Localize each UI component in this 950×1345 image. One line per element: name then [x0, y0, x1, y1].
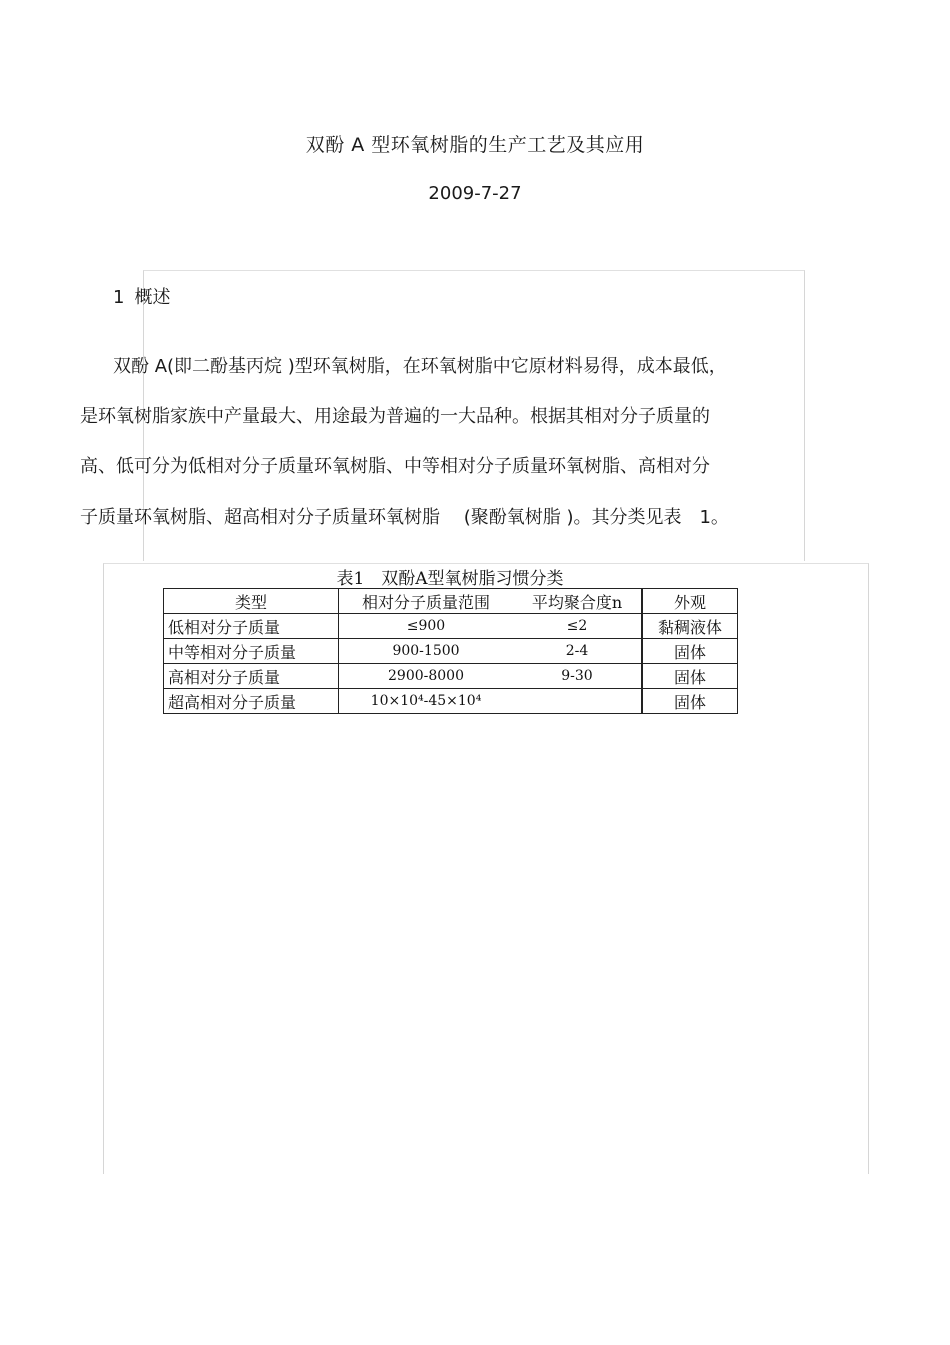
header-appearance: 外观 — [642, 589, 738, 614]
header-polymerization-degree: 平均聚合度n — [513, 589, 642, 614]
cell-mass-range: 2900-8000 — [339, 664, 514, 689]
cell-polymerization-degree: 2-4 — [513, 639, 642, 664]
section-number: 1 — [113, 287, 125, 308]
header-mass-range: 相对分子质量范围 — [339, 589, 514, 614]
table-caption: 表1 双酚A型氧树脂习惯分类 — [336, 569, 564, 589]
cell-type: 高相对分子质量 — [164, 664, 339, 689]
cell-mass-range: 10×10⁴-45×10⁴ — [339, 689, 514, 714]
paragraph-line: 是环氧树脂家族中产量最大、用途最为普遍的一大品种。根据其相对分子质量的 — [80, 406, 710, 427]
table-row — [164, 639, 738, 664]
document-date: 2009-7-27 — [428, 183, 522, 204]
table-header-row — [164, 589, 738, 614]
table-row — [164, 689, 738, 714]
cell-appearance: 黏稠液体 — [642, 614, 738, 639]
classification-table — [163, 588, 738, 714]
cell-type: 中等相对分子质量 — [164, 639, 339, 664]
cell-appearance: 固体 — [642, 689, 738, 714]
section-title: 概述 — [134, 287, 171, 308]
cell-type: 超高相对分子质量 — [164, 689, 339, 714]
cell-polymerization-degree — [513, 689, 642, 714]
table-row — [164, 614, 738, 639]
header-type: 类型 — [164, 589, 339, 614]
paragraph-line: 子质量环氧树脂、超高相对分子质量环氧树脂 (聚酚氧树脂 )。其分类见表 1。 — [80, 507, 729, 528]
cell-appearance: 固体 — [642, 639, 738, 664]
cell-mass-range: ≤900 — [339, 614, 514, 639]
cell-mass-range: 900-1500 — [339, 639, 514, 664]
cell-polymerization-degree: ≤2 — [513, 614, 642, 639]
table-row — [164, 664, 738, 689]
paragraph-line: 高、低可分为低相对分子质量环氧树脂、中等相对分子质量环氧树脂、高相对分 — [80, 456, 710, 477]
cell-type: 低相对分子质量 — [164, 614, 339, 639]
paragraph-line: 双酚 A(即二酚基丙烷 )型环氧树脂，在环氧树脂中它原材料易得，成本最低， — [113, 356, 727, 377]
cell-appearance: 固体 — [642, 664, 738, 689]
section-heading — [113, 283, 170, 309]
cell-polymerization-degree: 9-30 — [513, 664, 642, 689]
document-title: 双酚 A 型环氧树脂的生产工艺及其应用 — [305, 134, 645, 156]
